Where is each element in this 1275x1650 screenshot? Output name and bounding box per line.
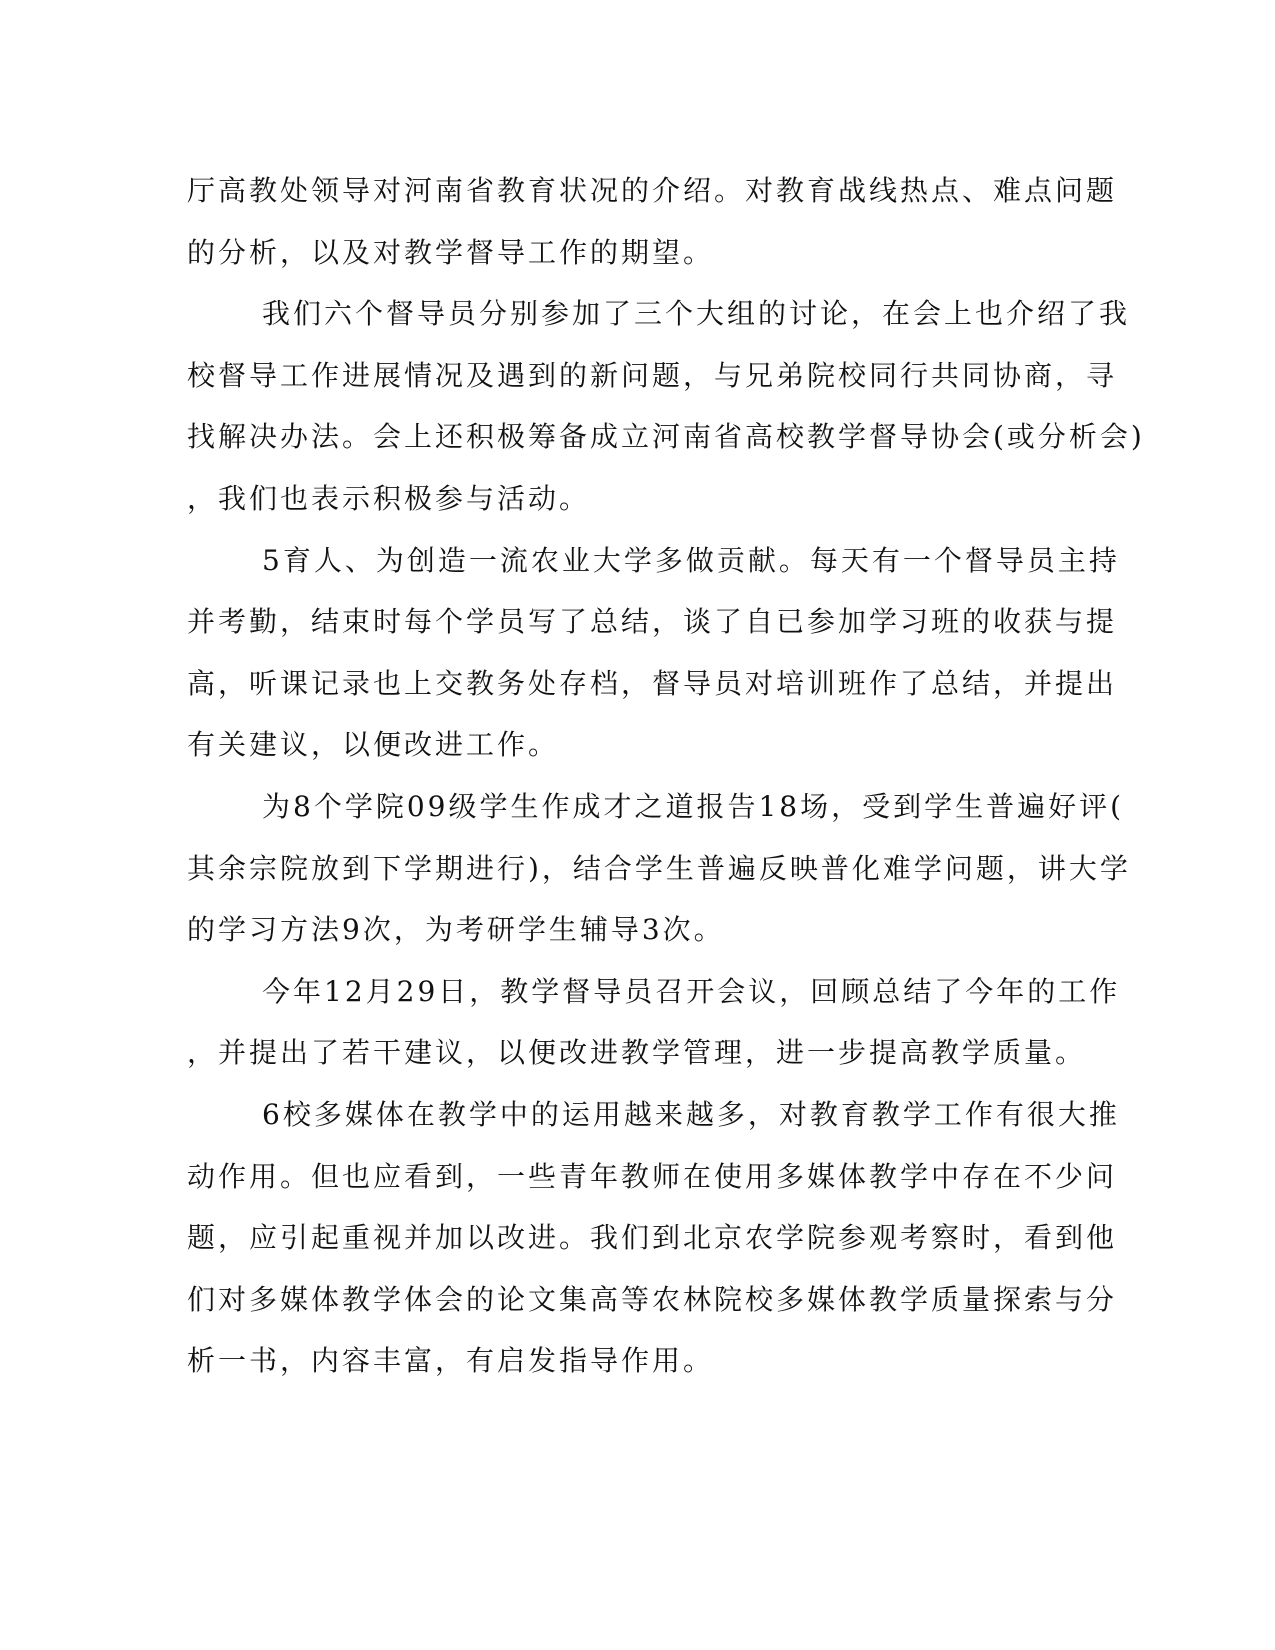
text-line: 动作用。但也应看到，一些青年教师在使用多媒体教学中存在不少问 — [187, 1159, 1118, 1193]
paragraph-start-line: 5育人、为创造一流农业大学多做贡献。每天有一个督导员主持 — [262, 543, 1120, 577]
body-text — [187, 160, 1145, 1392]
text-line: ，并提出了若干建议，以便改进教学管理，进一步提高教学质量。 — [187, 1036, 1087, 1070]
text-line: 校督导工作进展情况及遇到的新问题，与兄弟院校同行共同协商，寻 — [187, 358, 1118, 392]
text-line: 找解决办法。会上还积极筹备成立河南省高校教学督导协会(或分析会) — [187, 420, 1145, 454]
text-line: 高，听课记录也上交教务处存档，督导员对培训班作了总结，并提出 — [187, 666, 1118, 700]
text-line: 题，应引起重视并加以改进。我们到北京农学院参观考察时，看到他 — [187, 1221, 1118, 1255]
text-line: 其余宗院放到下学期进行)，结合学生普遍反映普化难学问题，讲大学 — [187, 851, 1131, 885]
text-line: ，我们也表示积极参与活动。 — [187, 481, 591, 515]
text-line: 的分析，以及对教学督导工作的期望。 — [187, 235, 715, 269]
text-line: 析一书，内容丰富，有启发指导作用。 — [187, 1344, 715, 1378]
text-line: 有关建议，以便改进工作。 — [187, 728, 560, 762]
text-line: 厅高教处领导对河南省教育状况的介绍。对教育战线热点、难点问题 — [187, 174, 1118, 207]
paragraph-start-line: 今年12月29日，教学督导员召开会议，回顾总结了今年的工作 — [262, 974, 1121, 1008]
text-line: 并考勤，结束时每个学员写了总结，谈了自已参加学习班的收获与提 — [187, 605, 1118, 639]
text-line: 们对多媒体教学体会的论文集高等农林院校多媒体教学质量探索与分 — [187, 1282, 1118, 1316]
paragraph-start-line: 我们六个督导员分别参加了三个大组的讨论，在会上也介绍了我 — [262, 297, 1131, 331]
paragraph-start-line: 6校多媒体在教学中的运用越来越多，对教育教学工作有很大推 — [262, 1097, 1120, 1131]
paragraph-start-line: 为8个学院09级学生作成才之道报告18场，受到学生普遍好评( — [262, 789, 1124, 823]
text-line: 的学习方法9次，为考研学生辅导3次。 — [187, 913, 725, 947]
